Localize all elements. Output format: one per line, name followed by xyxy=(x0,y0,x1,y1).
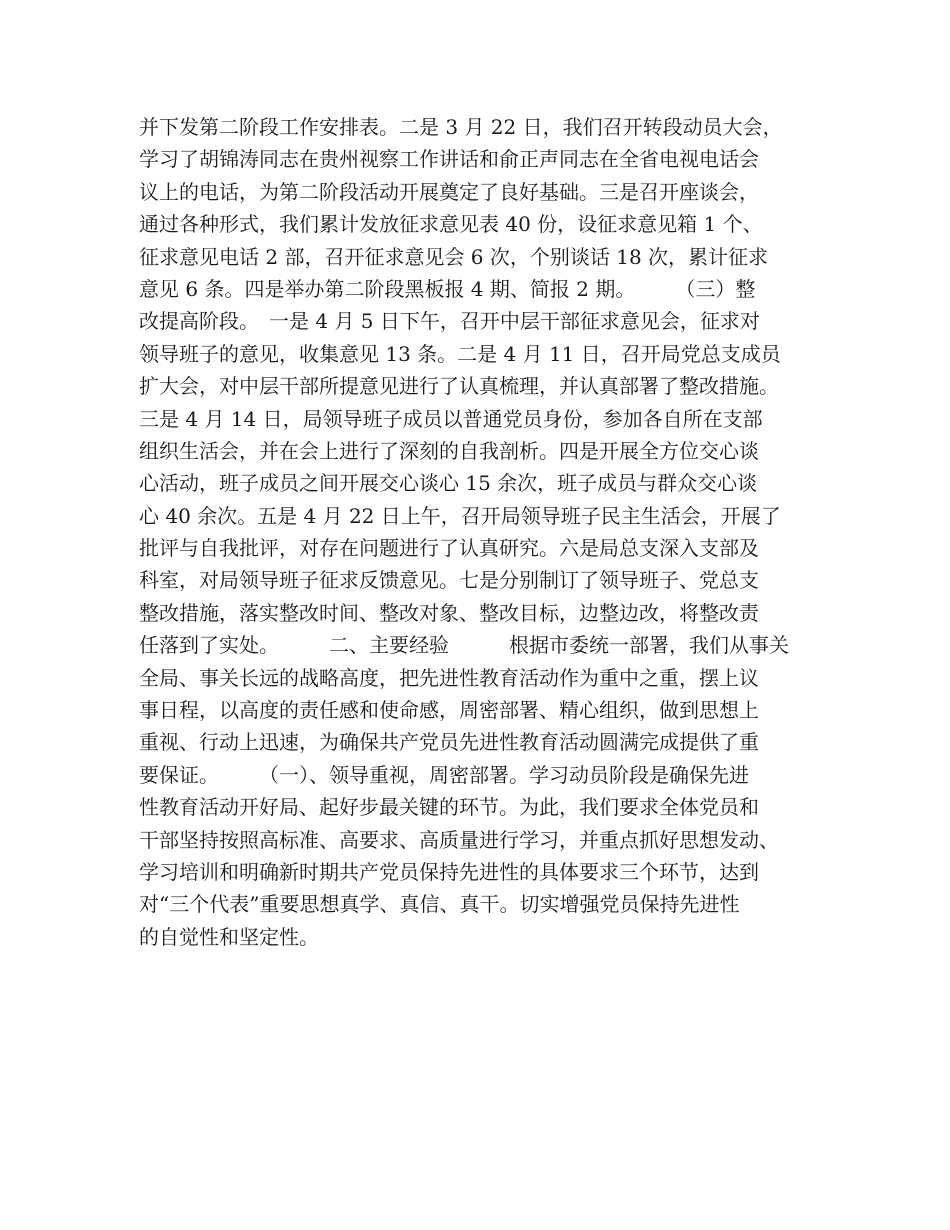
text-line: 性教育活动开好局、起好步最关键的环节。为此，我们要求全体党员和 xyxy=(139,795,759,820)
text-line: 任落到了实处。 二、主要经验 根据市委统一部署，我们从事关 xyxy=(139,633,789,658)
text-line: 并下发第二阶段工作安排表。二是 3 月 22 日，我们召开转段动员大会， xyxy=(139,115,783,139)
text-line: 三是 4 月 14 日，局领导班子成员以普通党员身份，参加各自所在支部 xyxy=(139,406,763,431)
text-line: 改提高阶段。 一是 4 月 5 日下午，召开中层干部征求意见会，征求对 xyxy=(139,309,760,334)
text-line: 心活动，班子成员之间开展交心谈心 15 余次，班子成员与群众交心谈 xyxy=(139,471,758,496)
text-line: 重视、行动上迅速，为确保共产党员先进性教育活动圆满完成提供了重 xyxy=(139,730,759,755)
text-line: 组织生活会，并在会上进行了深刻的自我剖析。四是开展全方位交心谈 xyxy=(139,438,759,463)
text-line: 事日程，以高度的责任感和使命感，周密部署、精心组织，做到思想上 xyxy=(139,698,759,723)
text-line: 议上的电话，为第二阶段活动开展奠定了良好基础。三是召开座谈会， xyxy=(139,179,759,204)
text-line: 领导班子的意见，收集意见 13 条。二是 4 月 11 日，召开局党总支成员 xyxy=(139,341,781,366)
text-line: 学习培训和明确新时期共产党员保持先进性的具体要求三个环节，达到 xyxy=(139,859,759,884)
text-line: 扩大会，对中层干部所提意见进行了认真梳理，并认真部署了整改措施。 xyxy=(139,374,779,399)
text-line: 干部坚持按照高标准、高要求、高质量进行学习，并重点抓好思想发动、 xyxy=(139,827,779,852)
text-line: 整改措施，落实整改时间、整改对象、整改目标，边整边改，将整改责 xyxy=(139,600,759,625)
text-line: 要保证。 （一）、领导重视，周密部署。学习动员阶段是确保先进 xyxy=(139,762,749,787)
text-line: 通过各种形式，我们累计发放征求意见表 40 份，设征求意见箱 1 个、 xyxy=(139,212,763,237)
text-line: 批评与自我批评，对存在问题进行了认真研究。六是局总支深入支部及 xyxy=(139,536,759,561)
text-line: 的自觉性和坚定性。 xyxy=(139,924,319,949)
text-line: 意见 6 条。四是举办第二阶段黑板报 4 期、简报 2 期。 （三）整 xyxy=(139,276,756,301)
text-line: 科室，对局领导班子征求反馈意见。七是分别制订了领导班子、党总支 xyxy=(139,568,759,593)
text-line: 全局、事关长远的战略高度，把先进性教育活动作为重中之重，摆上议 xyxy=(139,665,759,690)
text-line: 对“三个代表”重要思想真学、真信、真干。切实增强党员保持先进性 xyxy=(139,892,740,917)
body-paragraph xyxy=(139,111,839,953)
text-line: 学习了胡锦涛同志在贵州视察工作讲话和俞正声同志在全省电视电话会 xyxy=(139,147,759,172)
text-line: 征求意见电话 2 部，召开征求意见会 6 次，个别谈话 18 次，累计征求 xyxy=(139,244,769,269)
text-line: 心 40 余次。五是 4 月 22 日上午，召开局领导班子民主生活会，开展了 xyxy=(139,503,781,528)
